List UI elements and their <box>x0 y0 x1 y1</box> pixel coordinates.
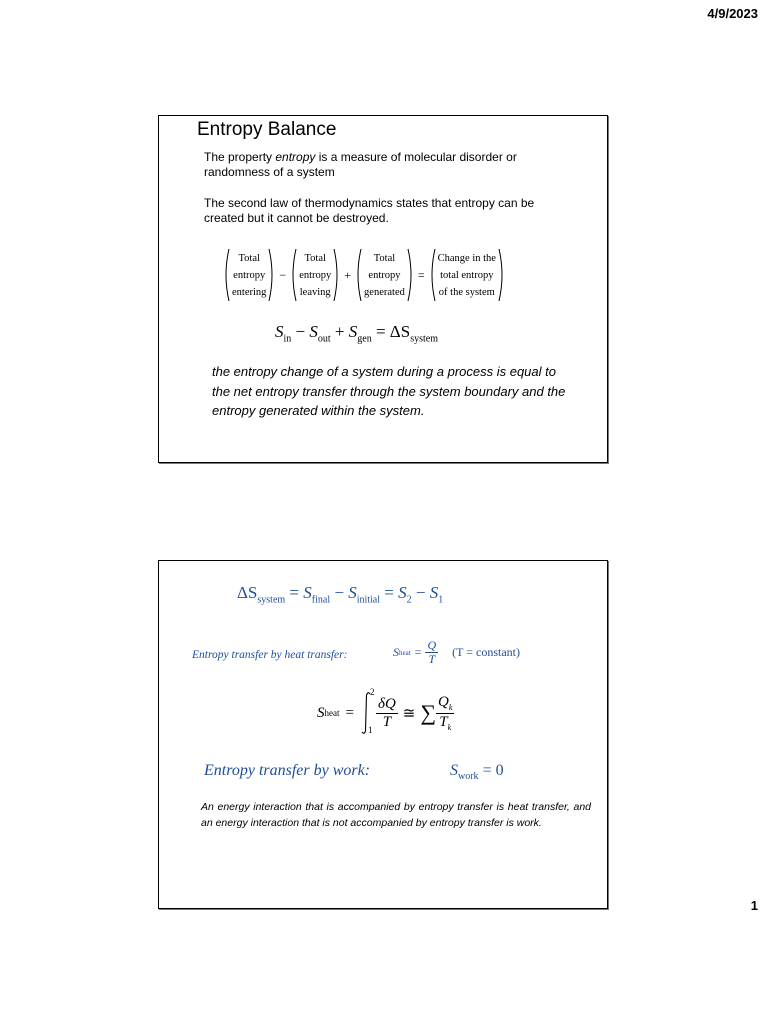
energy-interaction-statement: An energy interaction that is accompanied by entropy transfer is heat transfer, and an energy interaction that is not accompanied by entropy transfer is work. <box>201 801 591 829</box>
slide-entropy-transfer <box>158 560 608 909</box>
slide-entropy-balance <box>158 115 608 463</box>
page-number: 1 <box>750 898 758 913</box>
entropy-definition: The property entropy is a measure of molecular disorder or randomness of a system <box>204 150 517 179</box>
delta-s-system-equation: $\Delta S_{system} = S_{final} - S_{initial} = S_2 - S_1$ <box>237 583 444 606</box>
integral-sign: 2 1 <box>360 691 376 735</box>
term-change: Change in the total entropy of the system <box>429 248 505 302</box>
heat-transfer-label: Entropy transfer by heat transfer: <box>192 649 348 661</box>
entropy-balance-equation: $S_{in} - S_{out} + S_{gen} = \Delta S_{system}$ <box>275 322 438 345</box>
work-transfer-label: Entropy transfer by work: <box>204 762 371 779</box>
slide-title: Entropy Balance <box>197 119 337 140</box>
work-entropy-equation: $S_{work} = 0$ <box>450 762 504 783</box>
term-generated: Total entropy generated <box>355 248 414 302</box>
entropy-change-statement: the entropy change of a system during a process is equal to the net entropy transfer through the system boundary and the entropy generated within the system. <box>212 364 566 418</box>
second-law-statement: The second law of thermodynamics states that entropy can be created but it cannot be destroyed. <box>204 196 535 225</box>
term-entering: Total entropy entering <box>223 248 275 302</box>
integral-heat-equation: S heat = 2 1 $\frac{\delta Q}{T}$ ≅ ∑ $\frac{Q_k}{T_k}$ <box>317 687 453 735</box>
page-date: 4/9/2023 <box>707 6 758 21</box>
op-equals: = <box>417 267 425 282</box>
op-minus: − <box>279 267 287 282</box>
heat-entropy-equation: S heat = $\frac{Q}{T}$ (T = constant) <box>393 638 520 667</box>
term-leaving: Total entropy leaving <box>290 248 340 302</box>
op-plus: + <box>344 267 352 282</box>
entropy-balance-word-equation <box>223 248 505 302</box>
